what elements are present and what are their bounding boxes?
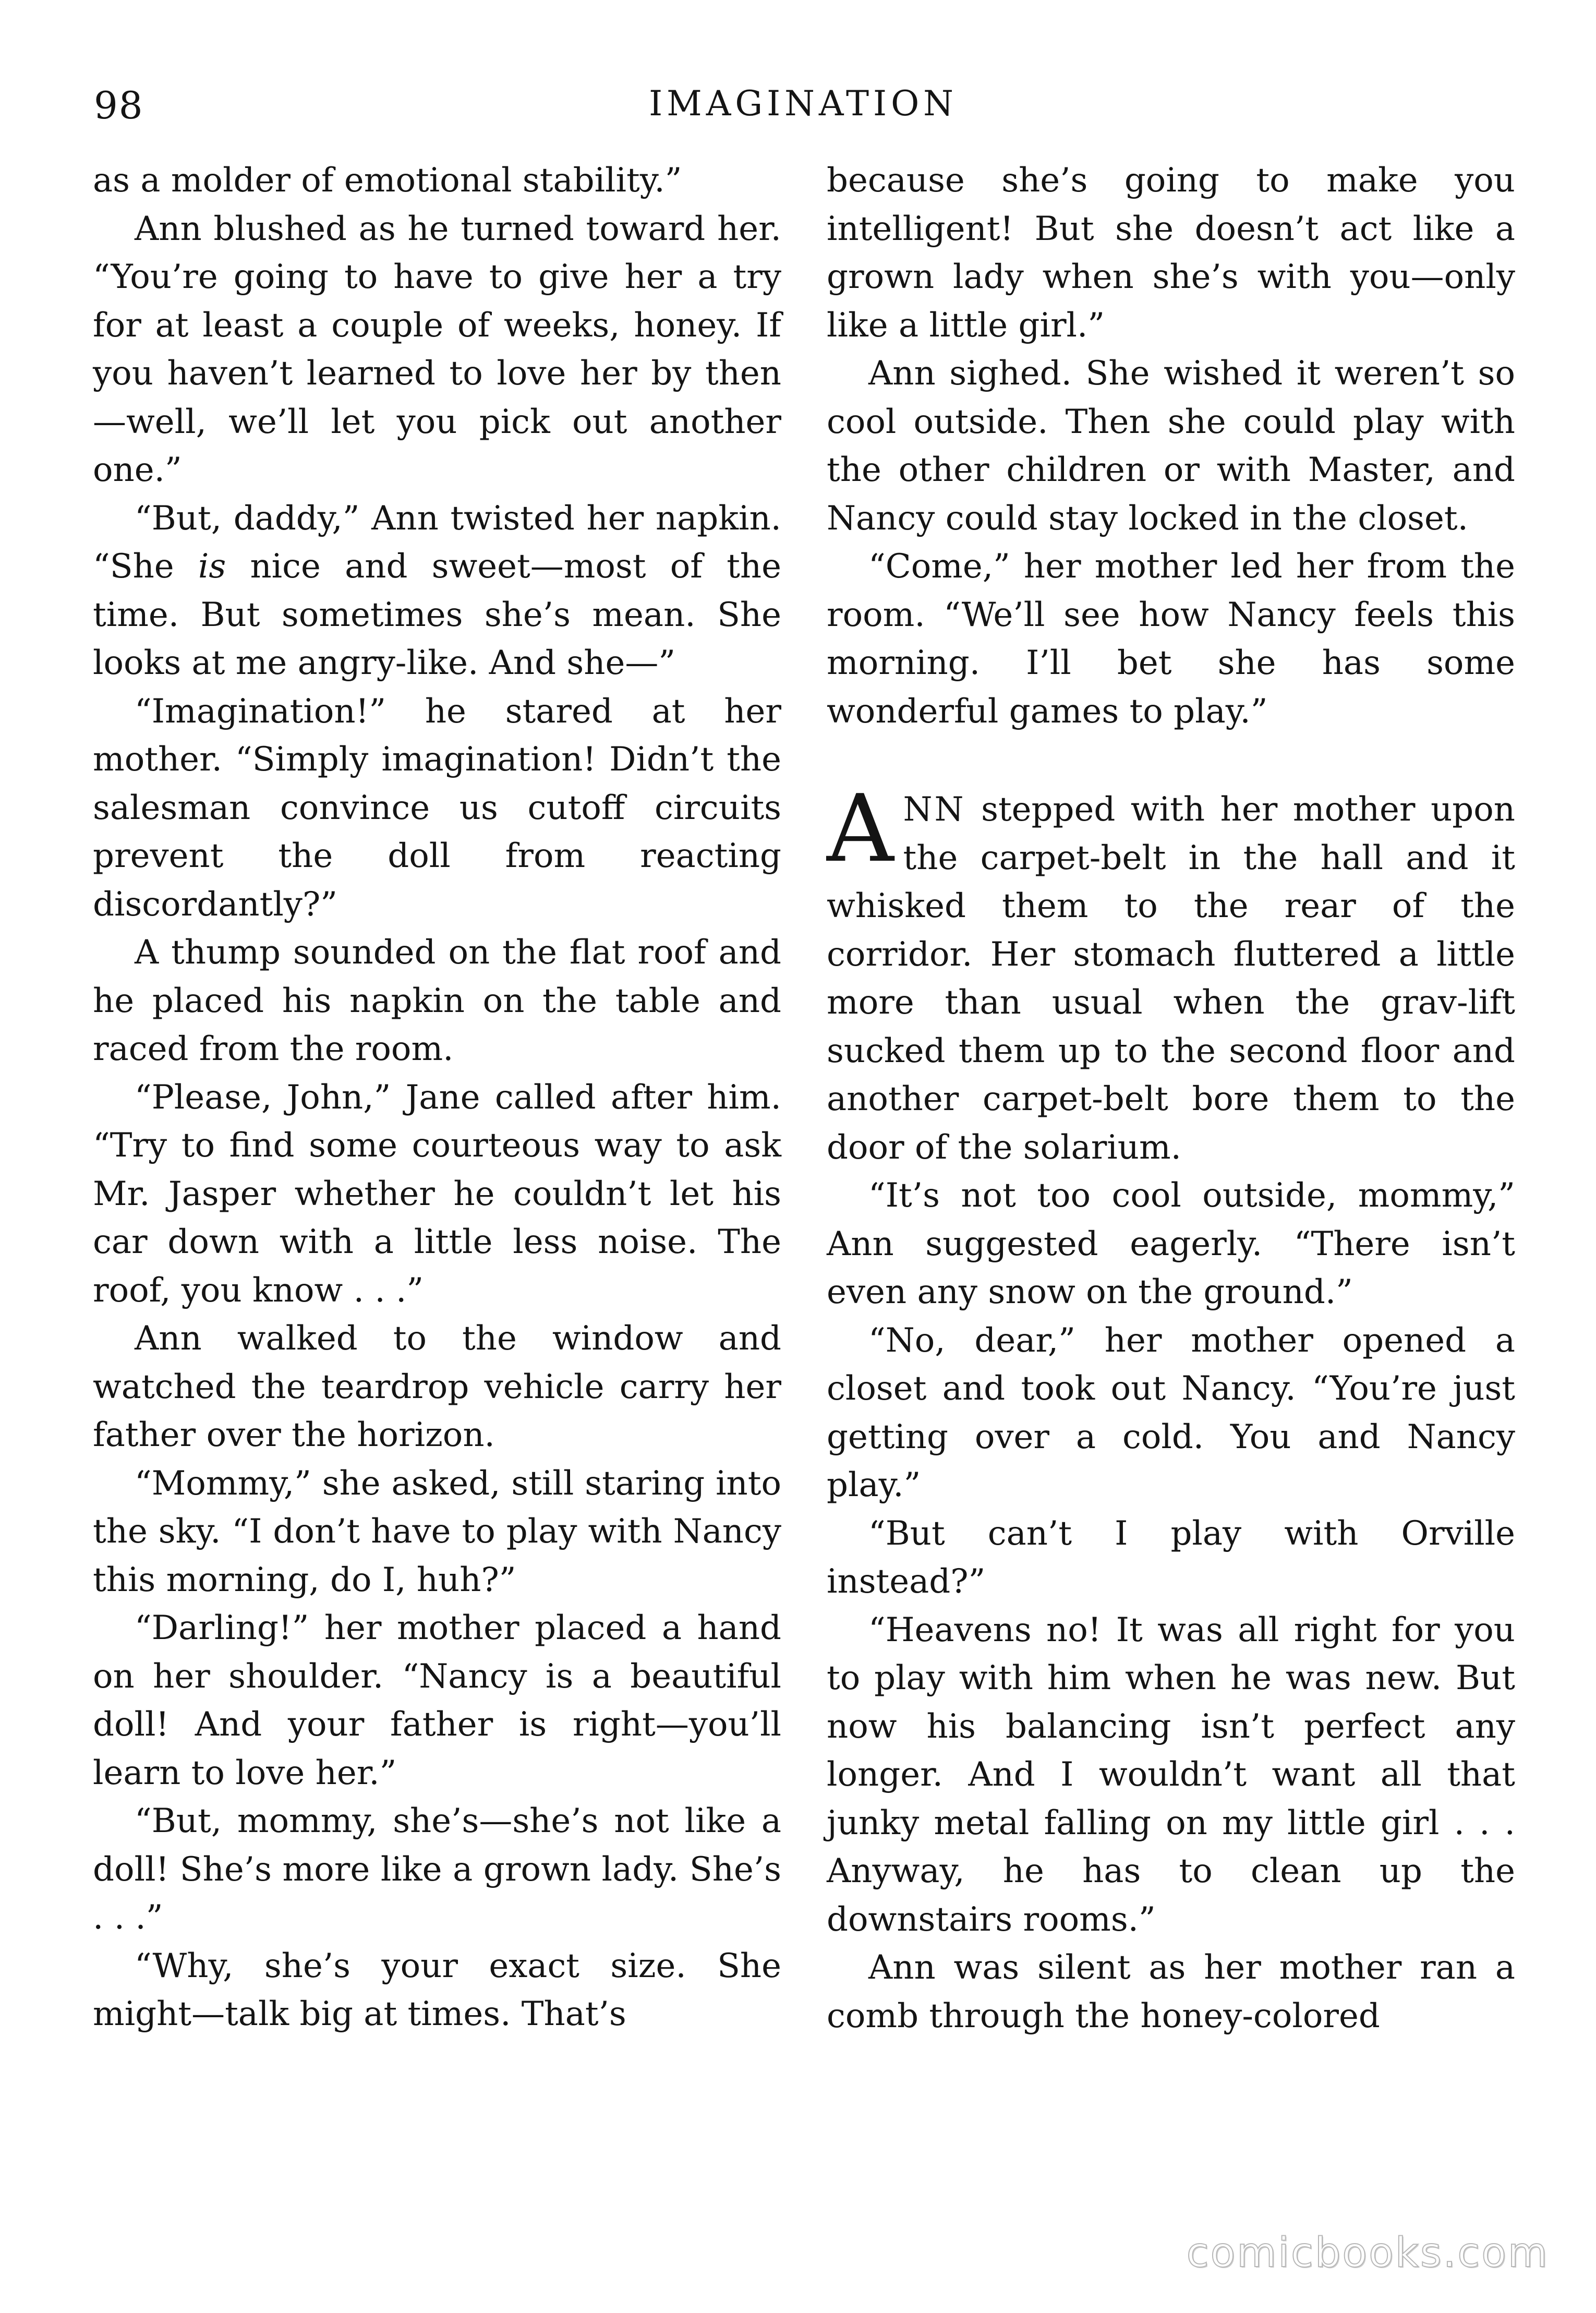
paragraph: “Heavens no! It was all right for you to play with him when he was new. But now his balancing isn’t perfect any longer. And I wouldn’t want all that junky metal falling on my little girl . . . Anyway, he has to clean up the downstairs rooms.”	[827, 1610, 1515, 1939]
drop-cap: A	[827, 775, 894, 883]
paragraph-text: stepped with her mother upon the carpet-belt in the hall and it whisked them to the rear of the corridor. Her stomach fluttered a little more than usual when the grav-lift sucked them up to the second floor and another carpet-belt bore them to the door of the solarium.	[827, 790, 1516, 1167]
paragraph: “But can’t I play with Orville instead?”	[827, 1514, 1515, 1601]
paragraph: “Come,” her mother led her from the room. “We’ll see how Nancy feels this morning. I’ll bet she has some wonderful games to play.”	[827, 547, 1515, 731]
paragraph: “Please, John,” Jane called after him. “Try to find some courteous way to ask Mr. Jasper whether he couldn’t let his car down with a little less noise. The roof, you know . . .”	[93, 1078, 781, 1310]
paragraph	[93, 495, 781, 688]
left-column	[93, 156, 781, 2039]
paragraph: A thump sounded on the flat roof and he placed his napkin on the table and raced from the room.	[93, 933, 781, 1068]
paragraph: Ann sighed. She wished it weren’t so cool outside. Then she could play with the other children or with Master, and Nancy could stay locked in the closet.	[827, 354, 1515, 538]
paragraph: “Darling!” her mother placed a hand on her shoulder. “Nancy is a beautiful doll! And your father is right—you’ll learn to love her.”	[93, 1609, 781, 1792]
paragraph: Ann blushed as he turned toward her. “You’re going to have to give her a try for at least a couple of weeks, honey. If you haven’t learned to love her by then—well, we’ll let you pick out another one.”	[93, 209, 781, 489]
running-title: IMAGINATION	[649, 83, 958, 124]
right-column	[827, 156, 1515, 2040]
paragraph: “Imagination!” he stared at her mother. “Simply imagination! Didn’t the salesman convince us cutoff circuits prevent the doll from reacting discordantly?”	[93, 692, 781, 924]
section-opening-paragraph	[827, 775, 1516, 1172]
paragraph: because she’s going to make you intelligent! But she doesn’t act like a grown lady when she’s with you—only like a little girl.”	[827, 161, 1515, 345]
paragraph: “No, dear,” her mother opened a closet and took out Nancy. “You’re just getting over a cold. You and Nancy play.”	[827, 1321, 1515, 1504]
paragraph: Ann walked to the window and watched the teardrop vehicle carry her father over the horizon.	[93, 1319, 781, 1454]
paragraph: “Why, she’s your exact size. She might—talk big at times. That’s	[93, 1946, 781, 2033]
small-caps-text: NN	[903, 790, 966, 829]
section-break	[827, 736, 1515, 786]
emphasis-text: is	[198, 547, 226, 586]
watermark: comicbooks.com	[1186, 2230, 1549, 2276]
paragraph: “Mommy,” she asked, still staring into the sky. “I don’t have to play with Nancy this morning, do I, huh?”	[93, 1464, 781, 1599]
paragraph: “But, mommy, she’s—she’s not like a doll! She’s more like a grown lady. She’s . . .”	[93, 1802, 781, 1937]
paragraph: as a molder of emotional stability.”	[93, 161, 682, 200]
paragraph-text: nice and sweet—most of the time. But sometimes she’s mean. She looks at me angry-like. And she—”	[93, 547, 782, 682]
page-header	[89, 78, 1518, 136]
paragraph-text: “But, daddy,” Ann twisted her napkin. “She	[93, 499, 781, 586]
page-number: 98	[94, 83, 144, 127]
paragraph: “It’s not too cool outside, mommy,” Ann suggested eagerly. “There isn’t even any snow on the ground.”	[827, 1176, 1515, 1311]
paragraph: Ann was silent as her mother ran a comb through the honey-colored	[827, 1948, 1515, 2035]
